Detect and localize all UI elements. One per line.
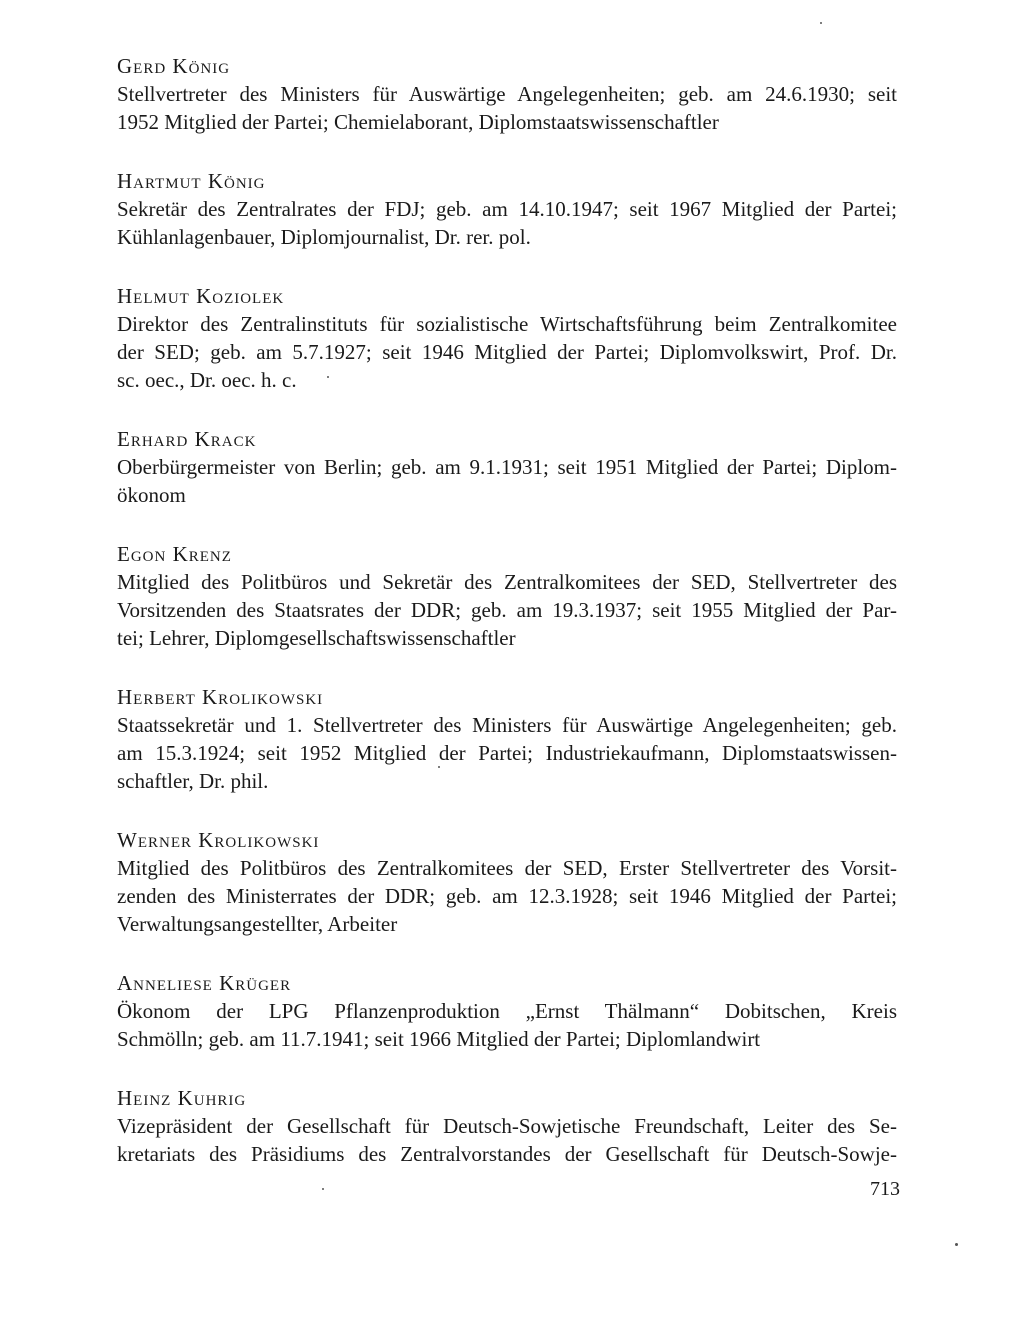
scan-speck [327, 376, 329, 378]
entry-line: tei; Lehrer, Diplomgesellschaftswissenschaftler [117, 626, 516, 650]
entry-line: Staatssekretär und 1. Stellvertreter des Ministers für Auswärtige Angelegenheiten; geb. [117, 713, 897, 737]
page-number: 713 [870, 1178, 900, 1200]
entry-line: am 15.3.1924; seit 1952 Mitglied der Partei; Industriekaufmann, Diplomstaatswissen- [117, 741, 897, 765]
entry-name: Erhard Krack [117, 427, 257, 451]
entry-werner-krolikowski [117, 826, 897, 938]
entry-description [117, 997, 897, 1053]
scan-speck [955, 1243, 958, 1246]
entry-description [117, 80, 897, 136]
entry-line: Stellvertreter des Ministers für Auswärtige Angelegenheiten; geb. am 24.6.1930; seit [117, 82, 897, 106]
entry-name: Heinz Kuhrig [117, 1086, 247, 1110]
scan-speck [438, 766, 440, 768]
entry-line: Mitglied des Politbüros des Zentralkomitees der SED, Erster Stellvertreter des Vorsit- [117, 856, 897, 880]
entry-description [117, 854, 897, 938]
entry-line: ökonom [117, 483, 186, 507]
entry-line: Ökonom der LPG Pflanzenproduktion „Ernst Thälmann“ Dobitschen, Kreis [117, 999, 897, 1023]
entry-name: Gerd König [117, 54, 231, 78]
entry-line: kretariats des Präsidiums des Zentralvorstandes der Gesellschaft für Deutsch-Sowje- [117, 1142, 897, 1166]
entry-egon-krenz [117, 540, 897, 652]
entry-name: Hartmut König [117, 169, 266, 193]
entry-line: zenden des Ministerrates der DDR; geb. am 12.3.1928; seit 1946 Mitglied der Partei; [117, 884, 897, 908]
entry-herbert-krolikowski [117, 683, 897, 795]
entry-line: Kühlanlagenbauer, Diplomjournalist, Dr. rer. pol. [117, 225, 531, 249]
entry-line: Vizepräsident der Gesellschaft für Deutsch-Sowjetische Freundschaft, Leiter des Se- [117, 1114, 897, 1138]
scan-speck [820, 22, 822, 24]
entry-name: Herbert Krolikowski [117, 685, 324, 709]
entry-line: Oberbürgermeister von Berlin; geb. am 9.1.1931; seit 1951 Mitglied der Partei; Diplom- [117, 455, 897, 479]
entry-anneliese-krueger [117, 969, 897, 1053]
entry-line: Schmölln; geb. am 11.7.1941; seit 1966 Mitglied der Partei; Diplomlandwirt [117, 1027, 761, 1051]
entry-hartmut-koenig [117, 167, 897, 251]
entry-description [117, 195, 897, 251]
entry-line: Direktor des Zentralinstituts für sozialistische Wirtschaftsführung beim Zentralkomitee [117, 312, 897, 336]
entry-description [117, 453, 897, 509]
entry-helmut-koziolek [117, 282, 897, 394]
entry-gerd-koenig [117, 52, 897, 136]
entry-line: Verwaltungsangestellter, Arbeiter [117, 912, 398, 936]
entry-name: Anneliese Krüger [117, 971, 292, 995]
entry-name: Werner Krolikowski [117, 828, 320, 852]
entry-name: Helmut Koziolek [117, 284, 285, 308]
entry-line: Vorsitzenden des Staatsrates der DDR; geb. am 19.3.1937; seit 1955 Mitglied der Par- [117, 598, 897, 622]
entry-heinz-kuhrig [117, 1084, 897, 1168]
scan-speck [322, 1188, 324, 1190]
entry-description [117, 1112, 897, 1168]
entry-line: sc. oec., Dr. oec. h. c. [117, 368, 297, 392]
biography-entries [117, 52, 897, 1199]
entry-line: Mitglied des Politbüros und Sekretär des Zentralkomitees der SED, Stellvertreter des [117, 570, 897, 594]
entry-line: schaftler, Dr. phil. [117, 769, 269, 793]
entry-line: der SED; geb. am 5.7.1927; seit 1946 Mitglied der Partei; Diplomvolkswirt, Prof. Dr. [117, 340, 897, 364]
entry-erhard-krack [117, 425, 897, 509]
entry-description [117, 711, 897, 795]
entry-line: 1952 Mitglied der Partei; Chemielaborant, Diplomstaatswissenschaftler [117, 110, 719, 134]
entry-description [117, 310, 897, 394]
entry-name: Egon Krenz [117, 542, 232, 566]
entry-description [117, 568, 897, 652]
entry-line: Sekretär des Zentralrates der FDJ; geb. am 14.10.1947; seit 1967 Mitglied der Partei; [117, 197, 897, 221]
